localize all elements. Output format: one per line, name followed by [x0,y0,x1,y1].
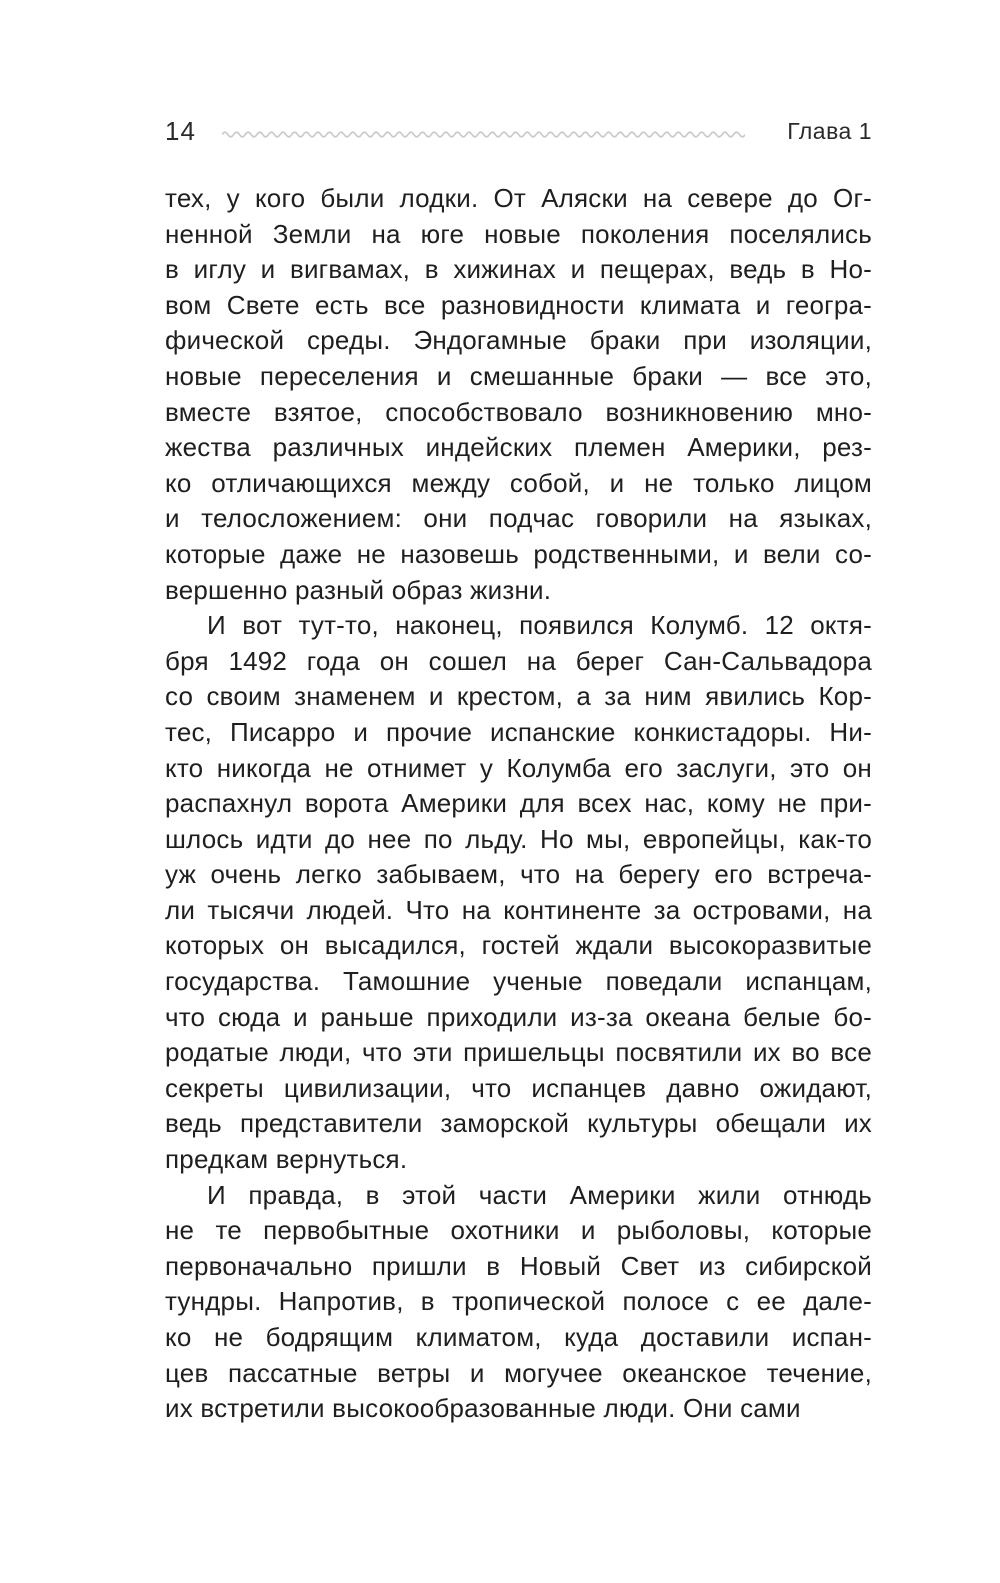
text-line: ко отличающихся между собой, и не только лицом [165,467,872,498]
text-line: ведь представители заморской культуры обещали их [165,1108,872,1139]
text-line: которых он высадился, гостей ждали высокоразвитые [165,930,872,961]
text-line: ли тысячи людей. Что на континенте за островами, на [165,894,872,925]
text-line: вместе взятое, способствовало возникновению мно- [165,396,872,427]
text-line: новые переселения и смешанные браки — все это, [165,360,872,391]
text-line: кто никогда не отнимет у Колумба его заслуги, это он [165,752,872,783]
paragraph [165,1178,872,1427]
page-header [165,116,872,147]
page-number: 14 [165,116,196,146]
text-line: вершенно разный образ жизни. [165,574,552,605]
wavy-line-decoration [222,130,745,139]
text-line: цев пассатные ветры и могучее океанское течение, [165,1357,872,1388]
wave-path [222,132,745,137]
text-line: ко не бодрящим климатом, куда доставили испан- [165,1322,872,1352]
text-line: которые даже не назовешь родственными, и вели со- [165,538,872,569]
text-line: предкам вернуться. [165,1144,408,1175]
text-line: уж очень легко забываем, что на берегу его встреча- [165,859,872,890]
text-line: не те первобытные охотники и рыболовы, которые [165,1215,872,1246]
text-line: бря 1492 года он сошел на берег Сан-Сальвадора [165,645,872,676]
text-line: шлось идти до нее по льду. Но мы, европейцы, как-то [165,823,872,854]
text-line: первоначально пришли в Новый Свет из сибирской [165,1250,872,1281]
text-line: родатые люди, что эти пришельцы посвятили их во все [165,1037,872,1068]
text-line: что сюда и раньше приходили из-за океана белые бо- [165,1001,872,1032]
text-line: государства. Тамошние ученые поведали испанцам, [165,966,872,997]
text-line: жества различных индейских племен Америки, рез- [165,432,872,463]
page-text [165,181,872,1427]
text-line: И вот тут-то, наконец, появился Колумб. 12 октя- [207,610,872,641]
paragraph [165,608,872,1178]
text-line: ненной Земли на юге новые поколения поселялись [165,218,872,249]
text-line: и телосложением: они подчас говорили на языках, [165,503,872,534]
text-line: со своим знаменем и крестом, а за ним явились Кор- [165,681,872,712]
text-line: тундры. Напротив, в тропической полосе с ее дале- [165,1286,872,1317]
paragraph [165,181,872,608]
text-line: И правда, в этой части Америки жили отнюдь [207,1179,872,1210]
text-line: фической среды. Эндогамные браки при изоляции, [165,325,872,356]
text-line: секреты цивилизации, что испанцев давно ожидают, [165,1072,872,1103]
text-line: вом Свете есть все разновидности климата и геогра- [165,289,872,320]
text-line: тех, у кого были лодки. От Аляски на севере до Ог- [165,183,872,213]
text-line: тес, Писарро и прочие испанские конкистадоры. Ни- [165,716,872,747]
text-line: распахнул ворота Америки для всех нас, кому не при- [165,788,872,819]
text-line: их встретили высокообразованные люди. Они сами [165,1393,801,1424]
text-line: в иглу и вигвамах, в хижинах и пещерах, ведь в Но- [165,254,872,285]
chapter-title: Глава 1 [787,118,872,144]
